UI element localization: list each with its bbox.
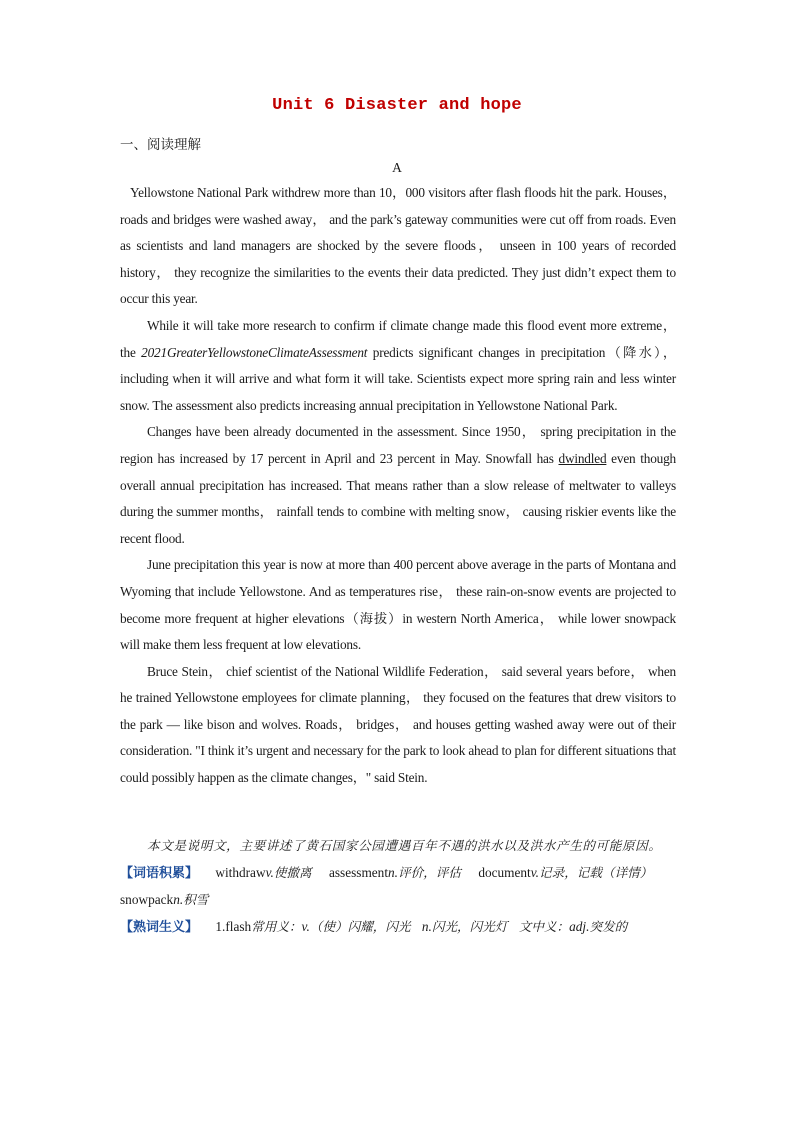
vocab-note <box>120 860 676 888</box>
familiar-pos-2: n. <box>421 918 432 934</box>
vocab-def-4: 积雪 <box>183 892 209 907</box>
vocab-pos-3: v. <box>530 864 539 880</box>
annotation-section <box>120 833 676 941</box>
familiar-def-3: 突发的 <box>589 918 628 934</box>
paragraph-2-part-a: While it will take more research to confirm if climate change made this flood event more extreme， the <box>120 317 676 360</box>
familiar-word-note <box>120 914 676 942</box>
vocab-def-1: 使撤离 <box>273 864 312 880</box>
passage-summary: 本文是说明文，主要讲述了黄石国家公园遭遇百年不遇的洪水以及洪水产生的可能原因。 <box>147 838 662 853</box>
page-title: Unit 6 Disaster and hope <box>272 96 522 115</box>
familiar-tag: 【熟词生义】 <box>120 919 199 935</box>
assessment-title: 2021GreaterYellowstoneClimateAssessment <box>141 344 368 360</box>
paragraph-5: Bruce Stein， chief scientist of the National Wildlife Federation， said several years before， when he trained Yellowstone employees for climate planning， they focused on the features that drew visitors to the park — like bison and wolves. Roads， bridges， and houses getting washed away were out of their consideration. "I think it’s urgent and necessary for the park to look ahead to plan for different situations that could possibly happen as the climate changes，" said Stein. <box>120 663 676 786</box>
paragraph-3-part-b: even though overall annual precipitation has increased. That means rather than a slow release of meltwater to valleys during the summer months， rainfall tends to combine with melting snow， causing riskier events like the recent flood. <box>120 450 676 546</box>
common-meaning-label: 常用义： <box>251 918 302 934</box>
paragraph-1: Yellowstone National Park withdrew more than 10，000 visitors after flash floods hit the park. Houses， roads and bridges were washed away， and the park’s gateway communities were cut off from roads. Even as scientists and land managers are shocked by the severe floods， unseen in 100 years of recorded history， they recognize the similarities to the events their data predicted. They just didn’t expect them to occur this year. <box>120 185 676 307</box>
section-heading: 一、阅读理解 <box>120 137 201 153</box>
paragraph-2 <box>120 313 676 419</box>
paragraph-3-part-a: Changes have been already documented in the assessment. Since 1950， spring precipitation in the region has increased by 17 percent in April and 23 percent in May. Snowfall has <box>120 424 676 466</box>
familiar-def-1: （使）闪耀，闪光 <box>309 918 411 934</box>
vocab-pos-4: n. <box>173 892 184 907</box>
vocab-pos-1: v. <box>265 864 274 880</box>
familiar-pos-1: v. <box>301 918 310 934</box>
vocab-pos-2: n. <box>388 864 399 880</box>
context-meaning-label: 文中义： <box>518 918 570 934</box>
paragraph-2-part-b: predicts significant changes in precipitation（降水）， including when it will arrive and what form it will take. Scientists expect more spring rain and less winter snow. The assessment also predicts increasing annual precipitation in Yellowstone National Park. <box>120 344 676 413</box>
vocab-note-cont <box>120 887 676 914</box>
familiar-item: 1.flash <box>215 918 252 934</box>
vocab-def-3: 记录，记载（详情） <box>539 864 653 880</box>
paragraph-4: June precipitation this year is now at more than 400 percent above average in the parts of Montana and Wyoming that include Yellowstone. And as temperatures rise， these rain-on-snow events are projected to become more frequent at higher elevations（海拔）in western North America， while lower snowpack will make them less frequent at low elevations. <box>120 557 676 653</box>
paragraph-3 <box>120 419 676 552</box>
reading-passage <box>120 180 676 792</box>
vocab-word-3: document <box>478 864 531 880</box>
vocab-word-2: assessment <box>328 864 389 880</box>
vocab-word-1: withdraw <box>215 864 266 880</box>
underlined-word: dwindled <box>558 450 607 466</box>
familiar-def-2: 闪光，闪光灯 <box>431 918 508 934</box>
vocab-word-4: snowpack <box>120 892 174 907</box>
passage-label: A <box>392 160 402 175</box>
familiar-pos-3: adj. <box>569 918 590 934</box>
vocab-tag: 【词语积累】 <box>120 865 199 881</box>
vocab-def-2: 评价，评估 <box>398 864 461 880</box>
